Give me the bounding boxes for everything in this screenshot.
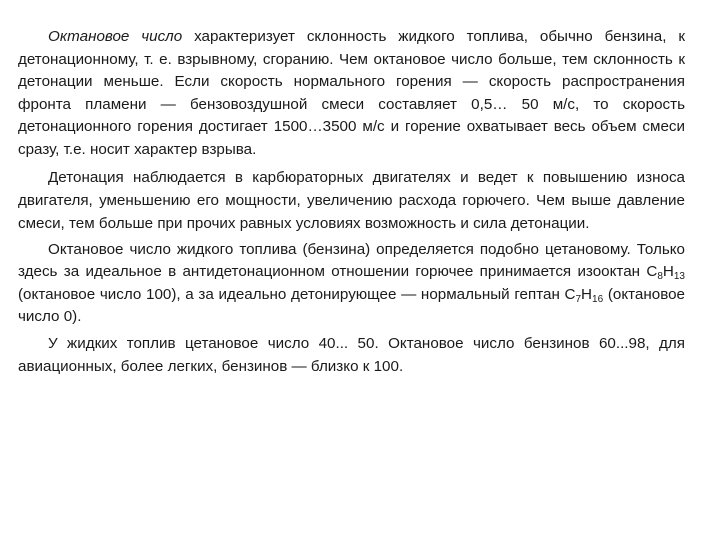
formula-isooctane <box>646 263 685 283</box>
term-octane-number: Октановое число <box>48 28 183 45</box>
paragraph-3-text-c: (октановое число 0). <box>18 285 685 326</box>
formula-heptane <box>565 286 604 303</box>
formula-heptane-h: H <box>581 285 593 303</box>
text-block <box>18 26 685 382</box>
paragraph-3-text-b: (октановое число 100), а за идеально детонирующее — нормальный гептан <box>18 285 565 303</box>
formula-heptane-c-count: 7 <box>575 293 582 305</box>
paragraph-3-text-a: Октановое число жидкого топлива (бензина) определяется подобно цетановому. Только здесь за идеальное в антидетонационном отношении горючее принимается изооктан <box>18 240 685 281</box>
paragraph-2-text: Детонация наблюдается в карбюраторных двигателях и ведет к повышению износа двигателя, уменьшению его мощности, увеличению расхода горючего. Чем выше давление смеси, тем больше при прочих равных условиях возможность и сила детонации. <box>18 168 685 232</box>
formula-heptane-c: C <box>564 285 576 303</box>
paragraph-octane-definition <box>18 26 685 162</box>
formula-isooctane-h-count: 13 <box>673 271 685 283</box>
paragraph-fuel-numbers <box>18 333 685 378</box>
paragraph-1-text: характеризует склонность жидкого топлива, обычно бензина, к детонационному, т. е. взрывному, сгоранию. Чем октановое число больше, тем склонность к детонации меньше. Если скорость нормального горения — скорость распространения фронта пламени — бензовоздушной смеси составляет 0,5… 50 м/с, то скорость детонационного горения достигает 1500…3500 м/с и горение охватывает весь объем смеси сразу, т.е. носит характер взрыва. <box>18 28 685 158</box>
paragraph-detonation <box>18 166 685 235</box>
paragraph-octane-determination <box>18 239 685 329</box>
formula-heptane-h-count: 16 <box>592 293 604 305</box>
formula-isooctane-h: H <box>662 263 674 281</box>
formula-isooctane-c-count: 8 <box>657 271 663 283</box>
paragraph-4-text: У жидких топлив цетановое число 40... 50. Октановое число бензинов 60...98, для авиационных, более легких, бензинов — близко к 100. <box>18 334 685 375</box>
formula-isooctane-c: C <box>646 263 658 281</box>
